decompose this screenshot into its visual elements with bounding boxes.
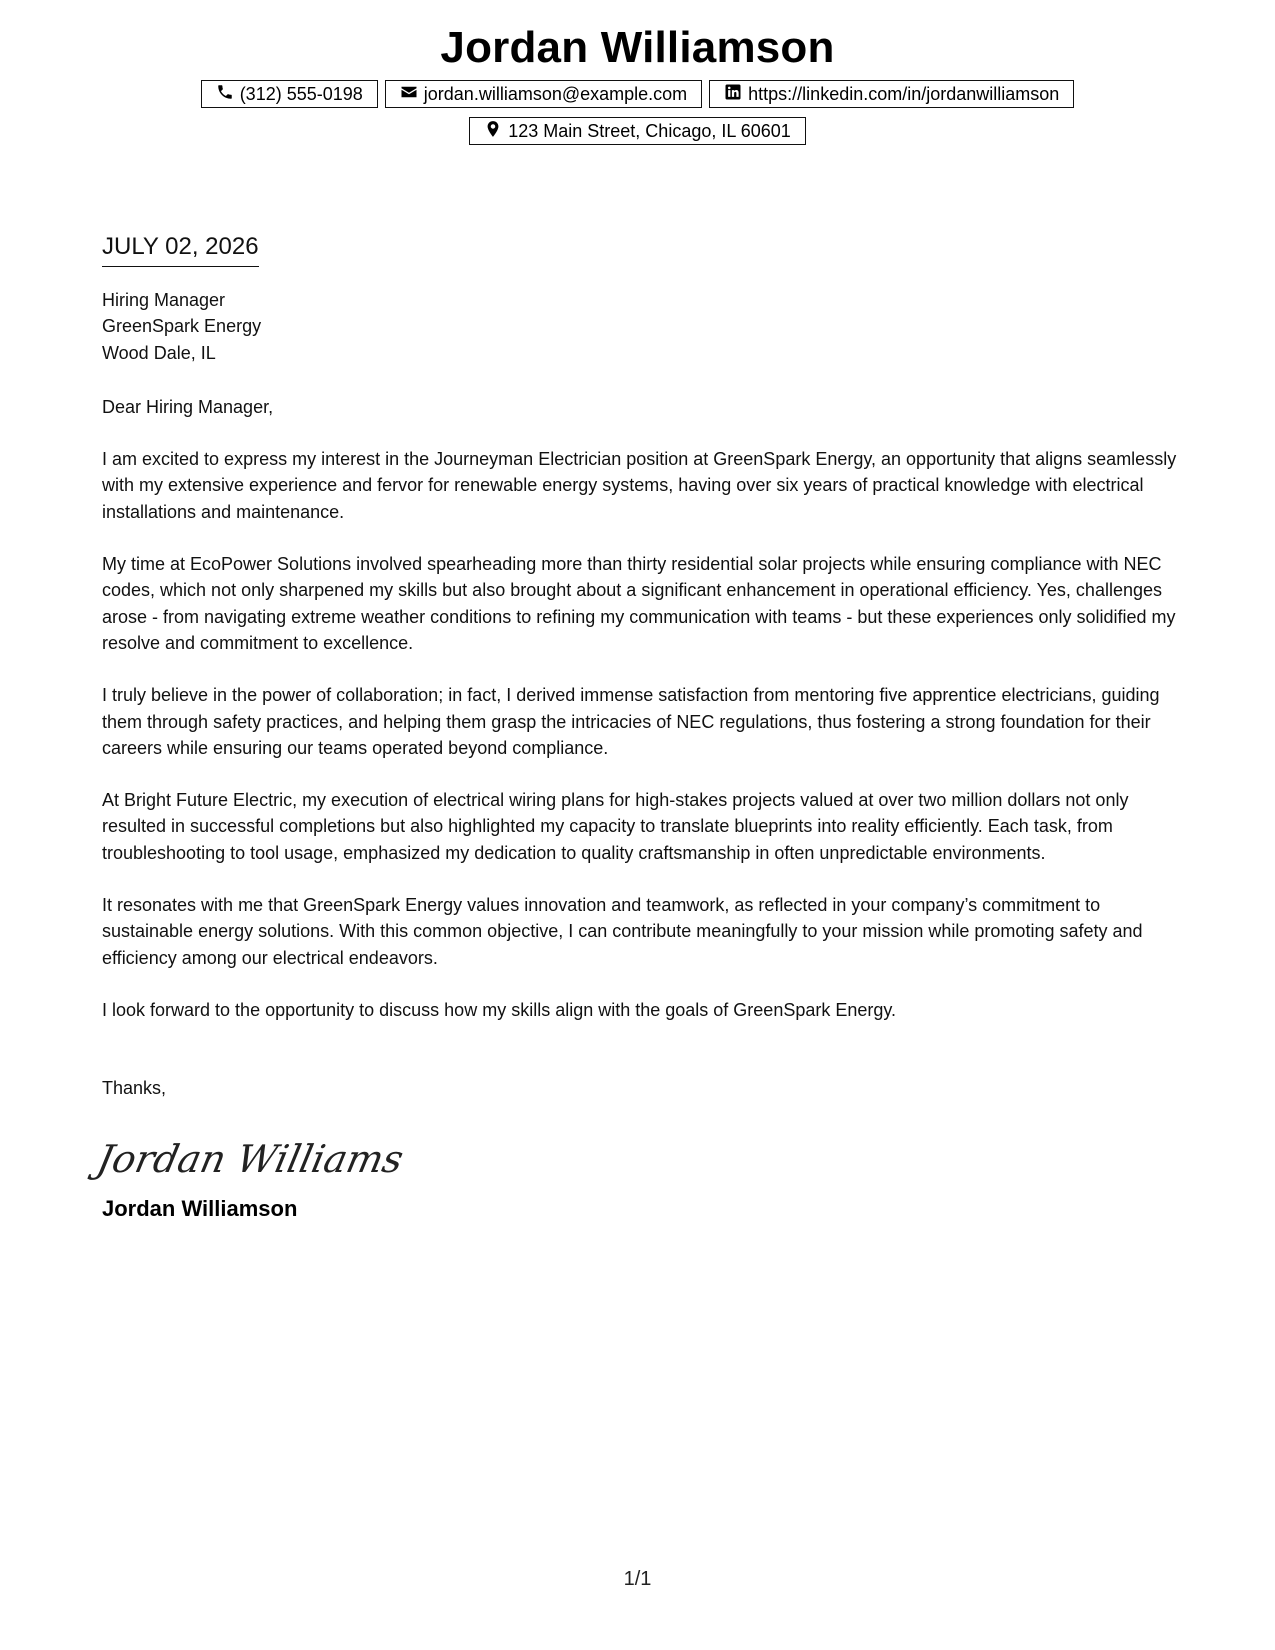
linkedin-text: https://linkedin.com/in/jordanwilliamson bbox=[748, 83, 1060, 104]
letter-date: JULY 02, 2026 bbox=[102, 232, 259, 267]
body-paragraph: I truly believe in the power of collaboration; in fact, I derived immense satisfaction from mentoring five apprentice electricians, guiding them through safety practices, and helping them grasp the intricacies of NEC regulations, thus fostering a strong foundation for their careers while ensuring our teams operated beyond compliance. bbox=[102, 685, 1160, 758]
contact-row-address bbox=[0, 117, 1275, 145]
linkedin-chip[interactable] bbox=[709, 80, 1074, 108]
applicant-name: Jordan Williamson bbox=[440, 23, 835, 72]
address-text: 123 Main Street, Chicago, IL 60601 bbox=[508, 120, 791, 141]
body-paragraph: At Bright Future Electric, my execution of electrical wiring plans for high-stakes projects valued at over two million dollars not only resulted in successful completions but also highlighted my capacity to translate blueprints into reality efficiently. Each task, from troubleshooting to tool usage, emphasized my dedication to quality craftsmanship in often unpredictable environments. bbox=[102, 790, 1129, 863]
envelope-icon bbox=[400, 83, 418, 106]
phone-chip[interactable] bbox=[201, 80, 378, 108]
salutation: Dear Hiring Manager, bbox=[102, 396, 274, 417]
linkedin-icon bbox=[724, 83, 742, 106]
page-number: 1/1 bbox=[623, 1568, 652, 1590]
body-paragraph: I am excited to express my interest in the Journeyman Electrician position at GreenSpark Energy, an opportunity that aligns seamlessly with my extensive experience and fervor for renewable energy systems, having over six years of practical knowledge with electrical installations and maintenance. bbox=[102, 449, 1177, 522]
closing: Thanks, bbox=[102, 1078, 167, 1099]
phone-icon bbox=[216, 83, 234, 106]
recipient-block bbox=[102, 287, 1182, 366]
email-text: jordan.williamson@example.com bbox=[423, 83, 688, 104]
letter-body bbox=[92, 232, 1182, 1222]
recipient-title: Hiring Manager bbox=[102, 290, 226, 310]
body-paragraph: It resonates with me that GreenSpark Energy values innovation and teamwork, as reflected in your company’s commitment to sustainable energy solutions. With this common objective, I can contribute meaningfully to your mission while promoting safety and efficiency among our electrical endeavors. bbox=[102, 895, 1143, 968]
signature-text: Jordan Williams bbox=[92, 1136, 408, 1182]
contact-row bbox=[0, 80, 1275, 108]
body-paragraph: My time at EcoPower Solutions involved spearheading more than thirty residential solar projects while ensuring compliance with NEC codes, which not only sharpened my skills but also brought about a significant enhancement in operational efficiency. Yes, challenges arose - from navigating extreme weather conditions to refining my communication with teams - but these experiences only solidified my resolve and commitment to excellence. bbox=[102, 554, 1176, 653]
email-chip[interactable] bbox=[385, 80, 702, 108]
recipient-location: Wood Dale, IL bbox=[102, 342, 216, 363]
address-chip[interactable] bbox=[469, 117, 806, 145]
signature-image bbox=[92, 1130, 1182, 1186]
signer-name: Jordan Williamson bbox=[102, 1195, 298, 1221]
recipient-company: GreenSpark Energy bbox=[102, 316, 262, 337]
phone-text: (312) 555-0198 bbox=[239, 83, 363, 104]
body-paragraph: I look forward to the opportunity to discuss how my skills align with the goals of GreenSpark Energy. bbox=[102, 999, 897, 1020]
location-pin-icon bbox=[484, 120, 502, 143]
